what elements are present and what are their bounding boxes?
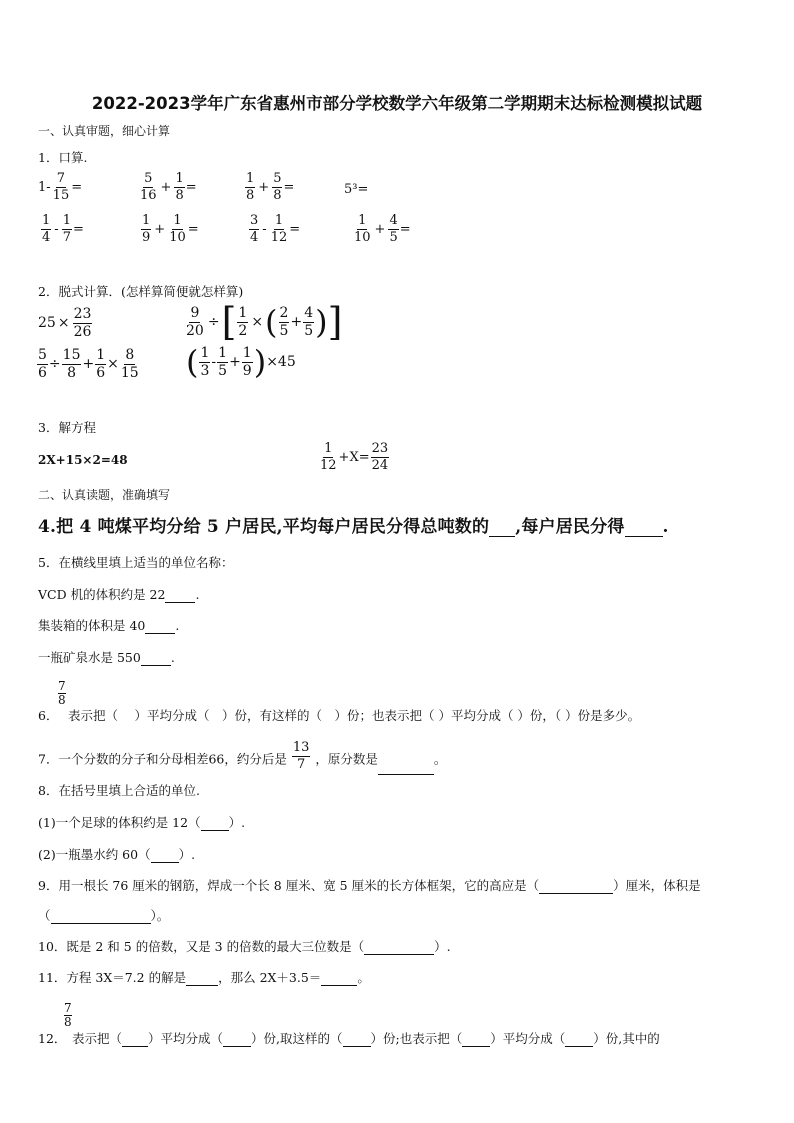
q3-equation-1: 2X+15×2=48 <box>38 453 128 467</box>
q1-expr-8: $\frac{1}{10}$ + $\frac{4}{5}$ = <box>354 213 411 245</box>
q8-line-1: (1)一个足球的体积约是 12（ ）. <box>38 815 246 830</box>
section-2-heading: 二、认真读题，准确填写 <box>38 488 171 502</box>
q1-expr-5: $\frac{1}{4}$ - $\frac{1}{7}$ = <box>42 213 84 245</box>
q6-number: 6． <box>38 708 59 723</box>
q6-text: 表示把（ ）平均分成（ ）份，有这样的（ ）份；也表示把（ ）平均分成（ ）份，（ ）份是多少。 <box>68 708 641 723</box>
q1-expr-7: $\frac{3}{4}$ - $\frac{1}{12}$ = <box>250 213 301 245</box>
q2-expr-1: 25 × $\frac{23}{26}$ <box>38 306 92 340</box>
q9-line-1: 9．用一根长 76 厘米的钢筋，焊成一个长 8 厘米、宽 5 厘米的长方体框架，它的高应是（ ）厘米，体积是 <box>38 878 701 893</box>
q5-line-1: VCD 机的体积约是 22 . <box>38 587 200 602</box>
q8-label: 8．在括号里填上合适的单位. <box>38 783 200 798</box>
q7-question: 7．一个分数的分子和分母相差66，约分后是 $\frac{13}{7}$ ，原分数是 。 <box>38 745 446 775</box>
q10-question: 10．既是 2 和 5 的倍数，又是 3 的倍数的最大三位数是（ ）. <box>38 939 451 954</box>
q2-expr-2: $\frac{9}{20}$ ÷ [ $\frac{1}{2}$ × ( $\frac{2}{5}$ + $\frac{4}{5}$ ) ] <box>186 300 343 344</box>
q1-expr-3: $\frac{1}{8}$ + $\frac{5}{8}$ = <box>246 171 295 203</box>
q1-expr-2: $\frac{5}{16}$ + $\frac{1}{8}$ = <box>140 171 197 203</box>
page-title: 2022-2023学年广东省惠州市部分学校数学六年级第二学期期末达标检测模拟试题 <box>91 94 703 113</box>
q1-label: 1．口算. <box>38 150 88 165</box>
q5-line-2: 集装箱的体积是 40 . <box>38 618 180 633</box>
q3-equation-2: $\frac{1}{12}$ +X= $\frac{23}{24}$ <box>320 441 389 473</box>
section-1-heading: 一、认真审题，细心计算 <box>38 124 171 138</box>
q3-label: 3．解方程 <box>38 420 96 435</box>
q12-text: 表示把（ ）平均分成（ ）份,取这样的（ ）份;也表示把（ ）平均分成（ ）份,其中的 <box>72 1031 660 1046</box>
q11-question: 11．方程 3X＝7.2 的解是 ，那么 2X＋3.5＝ 。 <box>38 970 370 985</box>
q1-expr-4: 5³= <box>344 182 369 197</box>
q6-fraction: 7 8 <box>58 679 66 708</box>
q12-number: 12． <box>38 1031 67 1046</box>
q8-line-2: (2)一瓶墨水约 60（ ）. <box>38 847 196 862</box>
q5-label: 5．在横线里填上适当的单位名称： <box>38 555 234 570</box>
q2-expr-4: ( $\frac{1}{3}$ - $\frac{1}{5}$ + $\frac{1}{9}$ ) ×45 <box>186 343 296 382</box>
q4-question: 4.把 4 吨煤平均分给 5 户居民,平均每户居民分得总吨数的 ,每户居民分得 . <box>38 517 669 537</box>
q9-line-2: （ ）。 <box>38 908 170 923</box>
q2-label: 2．脱式计算．(怎样算简便就怎样算) <box>38 284 244 299</box>
q2-expr-3: $\frac{5}{6}$ ÷ $\frac{15}{8}$ + $\frac{1}{6}$ × $\frac{8}{15}$ <box>38 347 139 381</box>
q1-expr-1: 1- $\frac{7}{15}$ = <box>38 171 83 203</box>
q5-line-3: 一瓶矿泉水是 550 . <box>38 650 175 665</box>
q1-expr-6: $\frac{1}{9}$ + $\frac{1}{10}$ = <box>142 213 199 245</box>
q12-fraction: 7 8 <box>64 1001 72 1030</box>
